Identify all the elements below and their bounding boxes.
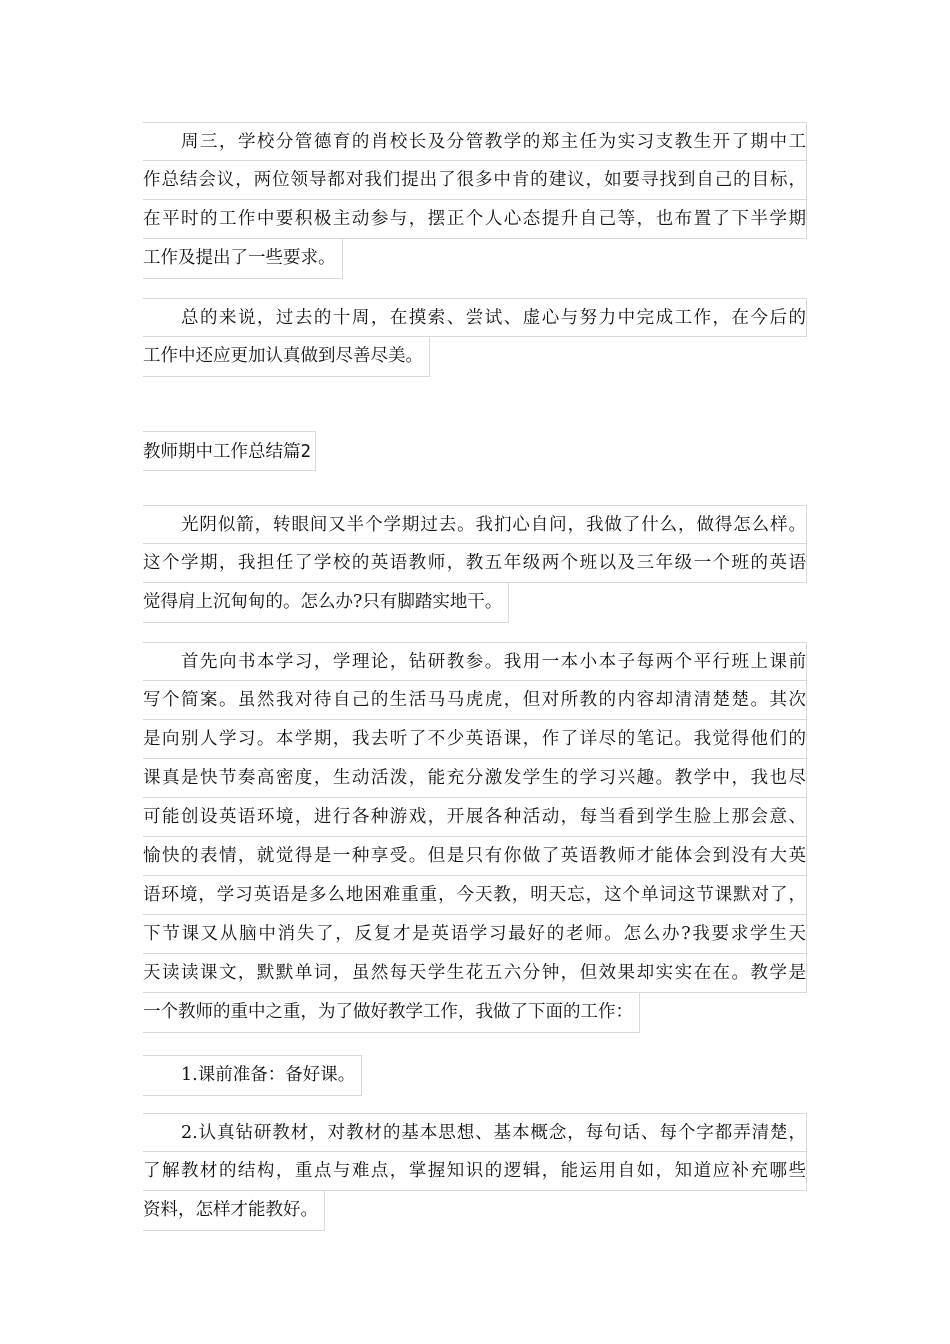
text-line: 首先向书本学习，学理论，钻研教参。我用一本小本子每两个平行班上课前 xyxy=(143,642,807,681)
text-line: 一个教师的重中之重，为了做好教学工作，我做了下面的工作： xyxy=(143,993,640,1033)
text-line: 工作中还应更加认真做到尽善尽美。 xyxy=(143,337,430,377)
section-heading: 教师期中工作总结篇2 xyxy=(143,431,316,471)
text-line: 工作及提出了一些要求。 xyxy=(143,239,343,279)
text-line: 这个学期，我担任了学校的英语教师，教五年级两个班以及三年级一个班的英语 xyxy=(143,544,807,583)
text-line: 2.认真钻研教材，对教材的基本思想、基本概念，每句话、每个字都弄清楚， xyxy=(143,1113,807,1152)
text-line: 资料，怎样才能教好。 xyxy=(143,1191,325,1231)
paragraph-learning-methods xyxy=(143,642,807,1033)
text-line: 了解教材的结构，重点与难点，掌握知识的逻辑，能运用自如，知道应补充哪些 xyxy=(143,1152,807,1191)
text-line: 在平时的工作中要积极主动参与，摆正个人心态提升自己等，也布置了下半学期 xyxy=(143,200,807,239)
text-line: 语环境，学习英语是多么地困难重重，今天教，明天忘，这个单词这节课默对了， xyxy=(143,876,807,915)
text-line: 总的来说，过去的十周，在摸索、尝试、虚心与努力中完成工作，在今后的 xyxy=(143,298,807,337)
text-line: 下节课又从脑中消失了，反复才是英语学习最好的老师。怎么办?我要求学生天 xyxy=(143,915,807,954)
text-line: 光阴似箭，转眼间又半个学期过去。我扪心自问，我做了什么，做得怎么样。 xyxy=(143,505,807,544)
text-line: 愉快的表情，就觉得是一种享受。但是只有你做了英语教师才能体会到没有大英 xyxy=(143,837,807,876)
text-line: 写个简案。虽然我对待自己的生活马马虎虎，但对所教的内容却清清楚楚。其次 xyxy=(143,681,807,720)
text-line: 作总结会议，两位领导都对我们提出了很多中肯的建议，如要寻找到自己的目标， xyxy=(143,161,807,200)
paragraph-summary xyxy=(143,298,807,377)
list-item-study-materials xyxy=(143,1113,807,1231)
text-line: 课真是快节奏高密度，生动活泼，能充分激发学生的学习兴趣。教学中，我也尽 xyxy=(143,759,807,798)
text-line: 觉得肩上沉甸甸的。怎么办?只有脚踏实地干。 xyxy=(143,583,509,623)
text-line: 周三，学校分管德育的肖校长及分管教学的郑主任为实习支教生开了期中工 xyxy=(143,122,807,161)
paragraph-midterm-meeting xyxy=(143,122,807,279)
text-line: 是向别人学习。本学期，我去听了不少英语课，作了详尽的笔记。我觉得他们的 xyxy=(143,720,807,759)
text-line: 天读读课文，默默单词，虽然每天学生花五六分钟，但效果却实实在在。教学是 xyxy=(143,954,807,993)
list-item-preparation xyxy=(143,1055,807,1096)
text-line: 1.课前准备：备好课。 xyxy=(143,1055,362,1096)
paragraph-semester-intro xyxy=(143,505,807,623)
text-line: 可能创设英语环境，进行各种游戏，开展各种活动，每当看到学生脸上那会意、 xyxy=(143,798,807,837)
